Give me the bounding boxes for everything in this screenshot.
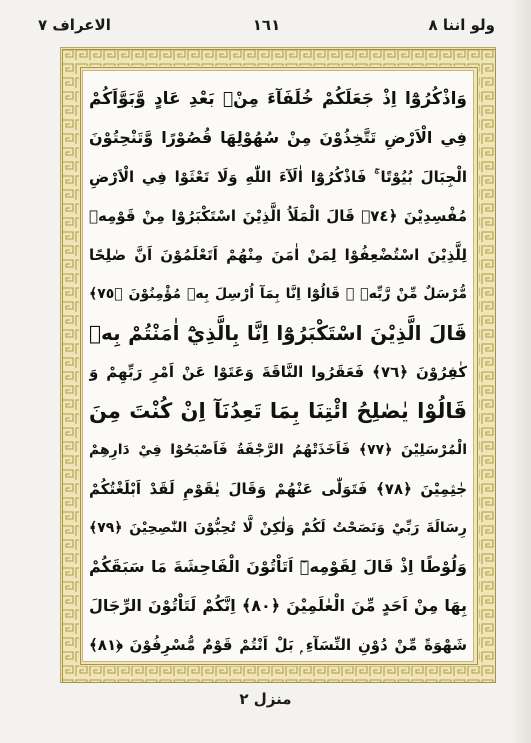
- verse-line: جٰثِمِيْنَ ﴿٧٨﴾ فَتَوَلّٰى عَنْهُمْ وَقَالَ يٰقَوْمِ لَقَدْ اَبْلَغْتُكُمْ: [89, 480, 467, 498]
- surah-name: الاعراف ٧: [38, 16, 111, 34]
- verse-line: وَاذْكُرُوْٓا اِذْ جَعَلَكُمْ خُلَفَآءَ مِنْۢ بَعْدِ عَادٍ وَّبَوَّاَكُمْ: [89, 89, 467, 109]
- verse-line: بِهَا مِنْ اَحَدٍ مِّنَ الْعٰلَمِيْنَ ﴿٨٠﴾ اِنَّكُمْ لَتَاْتُوْنَ الرِّجَالَ: [89, 596, 467, 615]
- verse-line: لِلَّذِيْنَ اسْتُضْعِفُوْا لِمَنْ اٰمَنَ مِنْهُمْ اَتَعْلَمُوْنَ اَنَّ صٰلِحًا: [89, 246, 467, 264]
- verse-line: شَهْوَةً مِّنْ دُوْنِ النِّسَآءِ ۭ بَلْ اَنْتُمْ قَوْمٌ مُّسْرِفُوْنَ ﴿٨١﴾: [89, 636, 467, 654]
- manzil-footer: منزل ٢: [239, 690, 292, 708]
- verse-lines: [83, 71, 473, 661]
- verse-line: الْمُرْسَلِيْنَ ﴿٧٧﴾ فَاَخَذَتْهُمُ الرَّجْفَةُ فَاَصْبَحُوْا فِيْ دَارِهِمْ: [89, 442, 467, 458]
- page-header: [38, 14, 495, 40]
- verse-line: كٰفِرُوْنَ ﴿٧٦﴾ فَعَقَرُوا النَّاقَةَ وَعَتَوْا عَنْ اَمْرِ رَبِّهِمْ وَ: [89, 363, 467, 381]
- verse-line: قَالَ الَّذِيْنَ اسْتَكْبَرُوْٓا اِنَّا بِالَّذِيْٓ اٰمَنْتُمْ بِهٖ: [89, 321, 467, 345]
- verse-line: مُفْسِدِيْنَ ﴿٧٤﴾ قَالَ الْمَلَاُ الَّذِيْنَ اسْتَكْبَرُوْا مِنْ قَوْمِهٖ: [89, 207, 467, 225]
- juz-name: ولو اننا ٨: [428, 16, 495, 34]
- verse-line: فِي الْاَرْضِ تَتَّخِذُوْنَ مِنْ سُهُوْلِهَا قُصُوْرًا وَّتَنْحِتُوْنَ: [89, 128, 467, 147]
- verse-line: رِسَالَةَ رَبِّيْ وَنَصَحْتُ لَكُمْ وَلٰكِنْ لَّا تُحِبُّوْنَ النّٰصِحِيْنَ ﴿٧٩﴾: [89, 520, 467, 536]
- verse-line: وَلُوْطًا اِذْ قَالَ لِقَوْمِهٖٓ اَتَاْتُوْنَ الْفَاحِشَةَ مَا سَبَقَكُمْ: [89, 557, 467, 576]
- verse-line: قَالُوْا يٰصٰلِحُ ائْتِنَا بِمَا تَعِدُنَآ اِنْ كُنْتَ مِنَ: [89, 399, 467, 423]
- page-edge-shadow: [509, 0, 531, 743]
- verse-line: مُّرْسَلٌ مِّنْ رَّبِّهٖ ۭ قَالُوْٓا اِنَّا بِمَآ اُرْسِلَ بِهٖ مُؤْمِنُوْنَ ﴿٧٥﴾: [89, 286, 467, 302]
- verse-line: الْجِبَالَ بُيُوْتًا ۚ فَاذْكُرُوْٓا اٰلَآءَ اللّٰهِ وَلَا تَعْثَوْا فِي الْاَرْضِ: [89, 168, 467, 186]
- verse-panel: [82, 70, 474, 662]
- page-number: ١٦١: [252, 16, 281, 34]
